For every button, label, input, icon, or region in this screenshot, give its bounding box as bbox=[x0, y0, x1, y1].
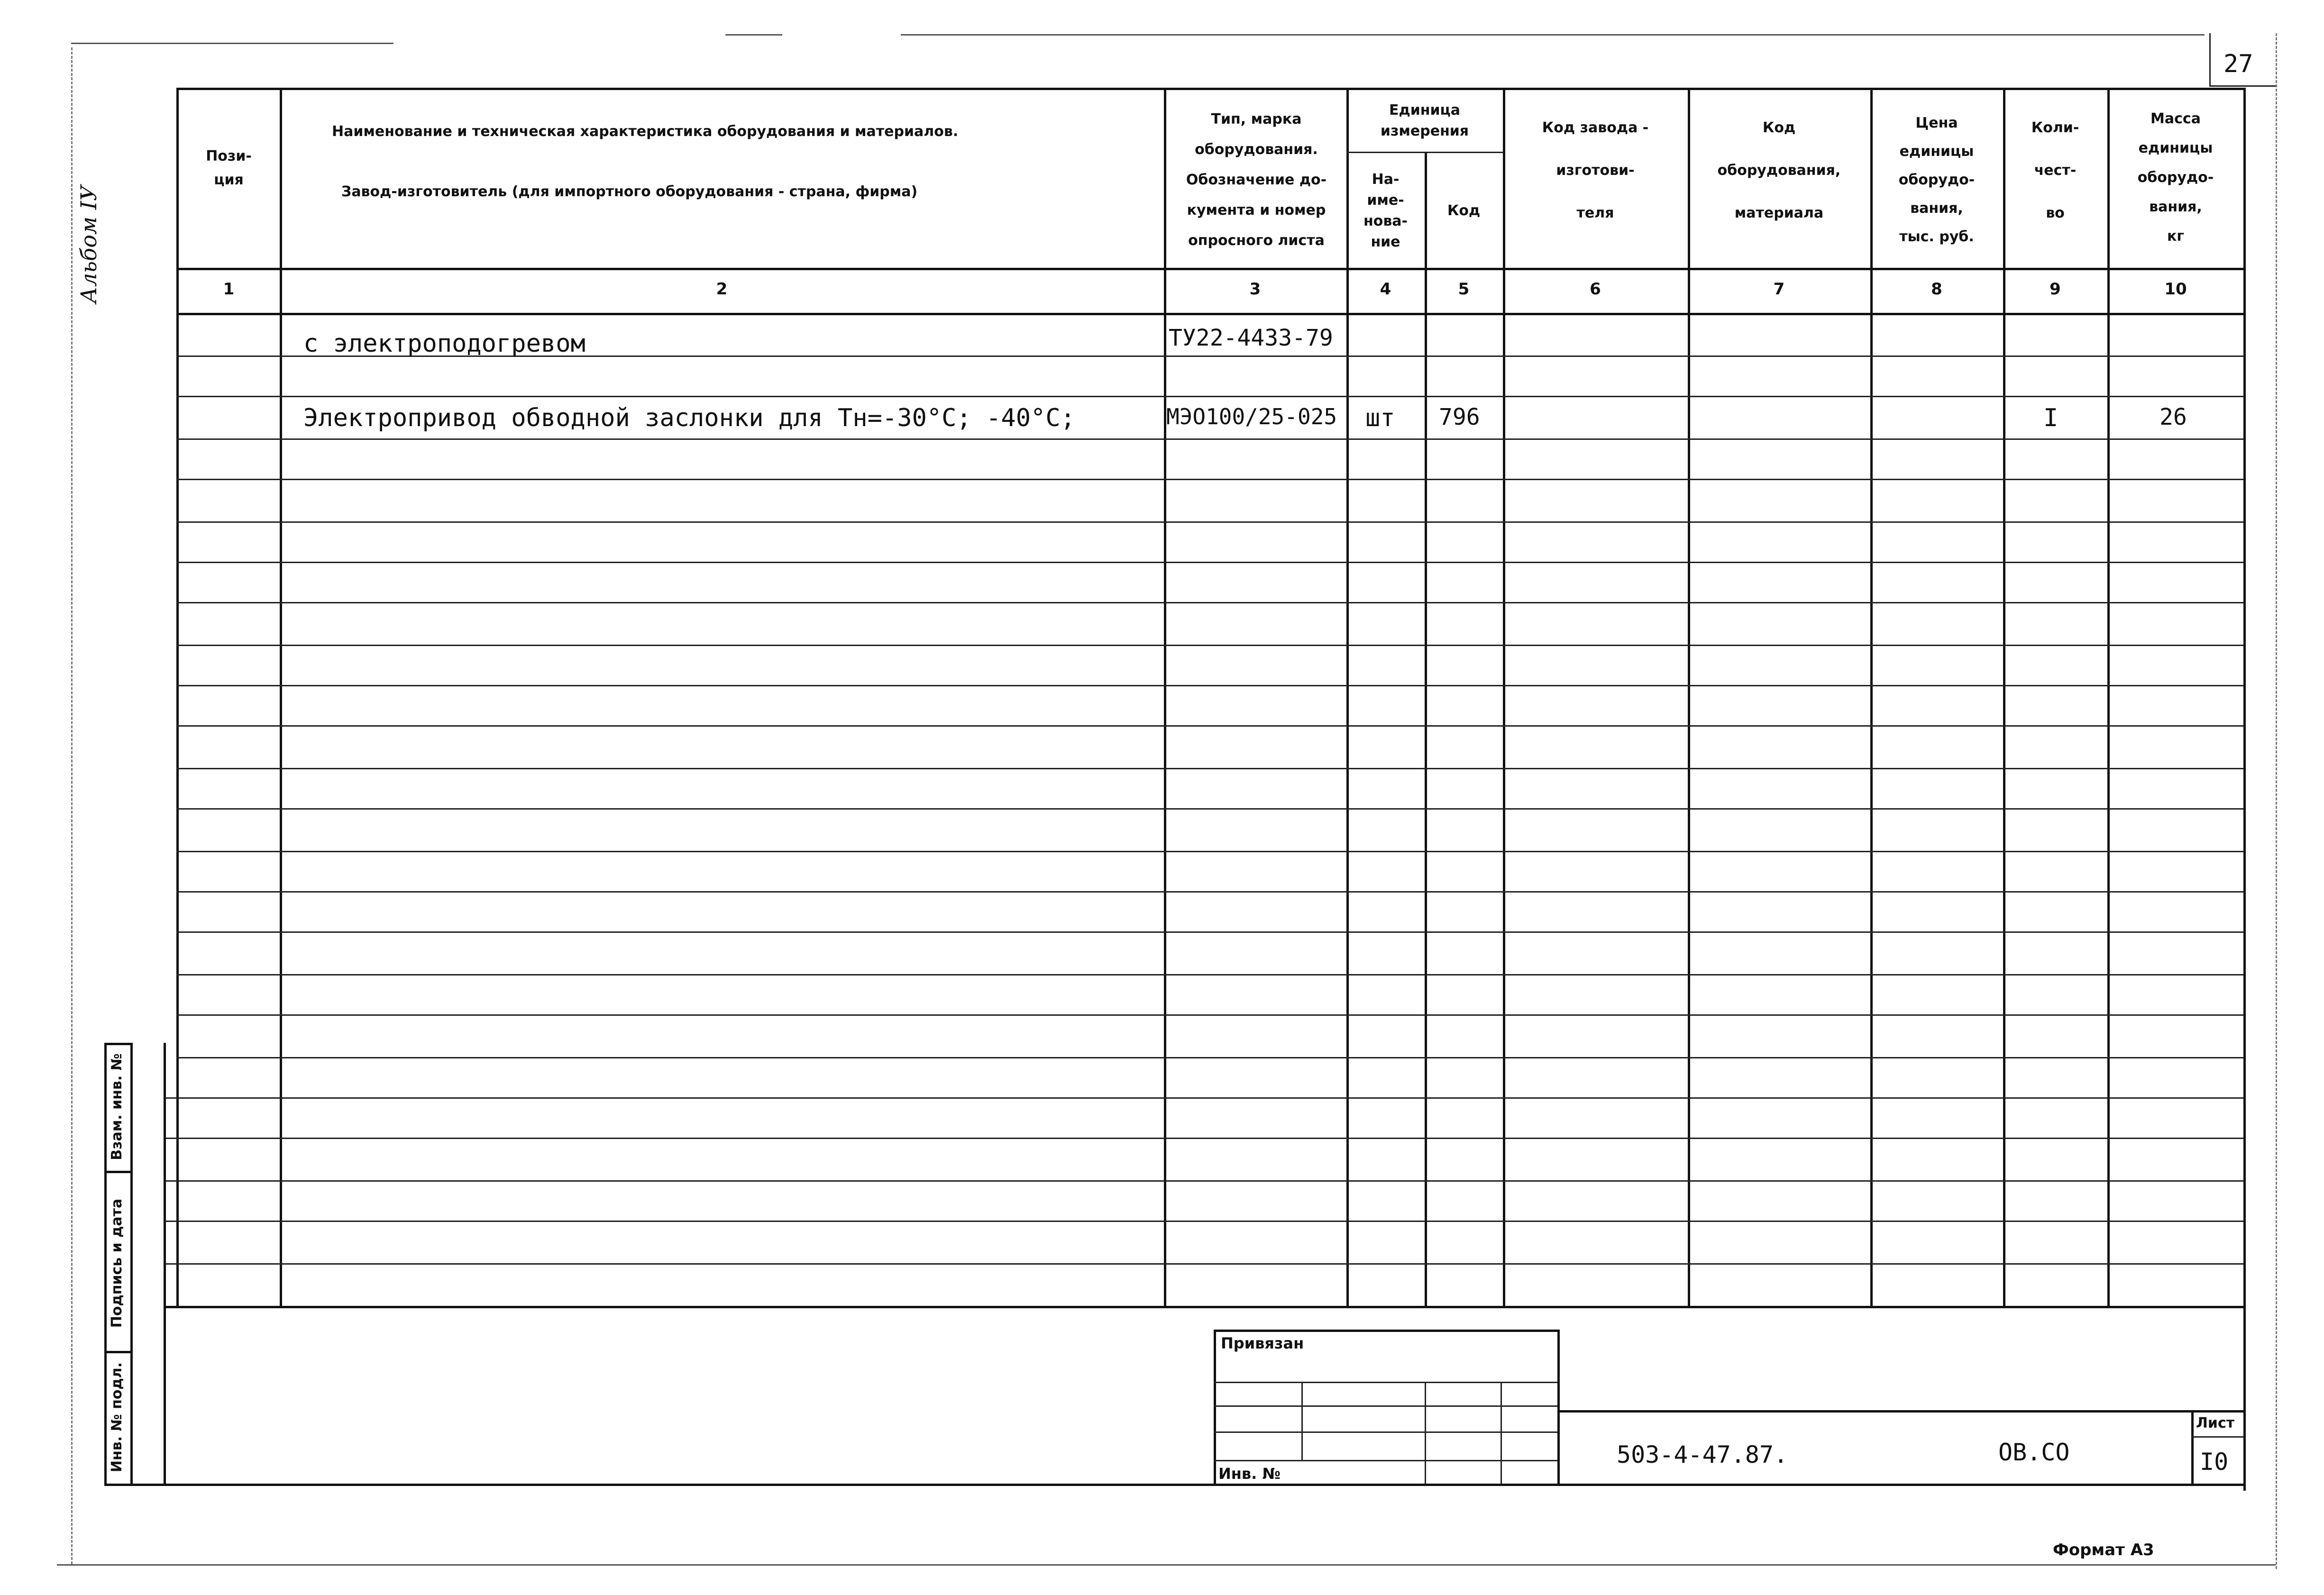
column-number: 6 bbox=[1590, 280, 1601, 299]
header-type: Тип, марка оборудования. Обозначение до- кумента и номер опросного листа bbox=[1186, 111, 1327, 249]
column-number: 9 bbox=[2050, 280, 2061, 299]
item-name: Электропривод обводной заслонки для Тн=-30°С; -40°С; bbox=[303, 404, 1075, 432]
item-type: МЭО100/25-025 bbox=[1166, 404, 1337, 429]
column-number: 4 bbox=[1380, 280, 1391, 299]
header-name-line2: Завод-изготовитель (для импортного оборудования - страна, фирма) bbox=[341, 183, 918, 200]
inv-number-label: Инв. № bbox=[1218, 1465, 1281, 1483]
stamp-inv: Инв. № подл. bbox=[109, 1362, 125, 1473]
header-name-line1: Наименование и техническая характеристика оборудования и материалов. bbox=[332, 123, 959, 140]
header-unit-group: Единица измерения bbox=[1380, 102, 1469, 139]
column-number: 3 bbox=[1249, 280, 1261, 299]
privyazan-label: Привязан bbox=[1221, 1334, 1304, 1352]
sheet-code: ОВ.СО bbox=[1998, 1439, 2070, 1466]
page-number: 27 bbox=[2223, 50, 2253, 78]
item-unit-code: 796 bbox=[1439, 404, 1480, 430]
header-equipment-code: Код оборудования, материала bbox=[1717, 119, 1841, 221]
stamp-vzam: Взам. инв. № bbox=[109, 1053, 125, 1160]
column-number: 1 bbox=[223, 280, 235, 299]
header-mass: Масса единицы оборудо- вания, кг bbox=[2137, 110, 2214, 245]
column-number: 10 bbox=[2164, 280, 2187, 299]
item-type: ТУ22-4433-79 bbox=[1169, 325, 1333, 351]
column-number: 2 bbox=[716, 280, 728, 299]
outer-left-border bbox=[71, 47, 73, 1564]
item-mass: 26 bbox=[2159, 404, 2187, 430]
stamp-podpis: Подпись и дата bbox=[109, 1198, 125, 1328]
item-quantity: I bbox=[2043, 404, 2059, 432]
header-position: Пози- ция bbox=[206, 148, 252, 188]
album-label: Альбом IУ bbox=[76, 185, 101, 303]
column-number: 8 bbox=[1931, 280, 1942, 299]
header-factory-code: Код завода - изготови- теля bbox=[1542, 119, 1649, 221]
header-unit-name: На- име- нова- ние bbox=[1363, 171, 1408, 250]
header-unit-code: Код bbox=[1447, 202, 1481, 219]
sheet-label: Лист bbox=[2196, 1415, 2235, 1431]
document-code: 503-4-47.87. bbox=[1617, 1441, 1788, 1468]
outer-top-border bbox=[71, 43, 393, 44]
header-quantity: Коли- чест- во bbox=[2031, 119, 2079, 221]
item-unit: шт bbox=[1365, 404, 1395, 432]
item-name: с электроподогревом bbox=[303, 329, 586, 358]
column-number: 5 bbox=[1458, 280, 1470, 299]
format-label: Формат А3 bbox=[2053, 1540, 2154, 1559]
column-number: 7 bbox=[1773, 280, 1785, 299]
header-price: Цена единицы оборудо- вания, тыс. руб. bbox=[1898, 115, 1975, 245]
sheet-number: I0 bbox=[2200, 1448, 2229, 1476]
